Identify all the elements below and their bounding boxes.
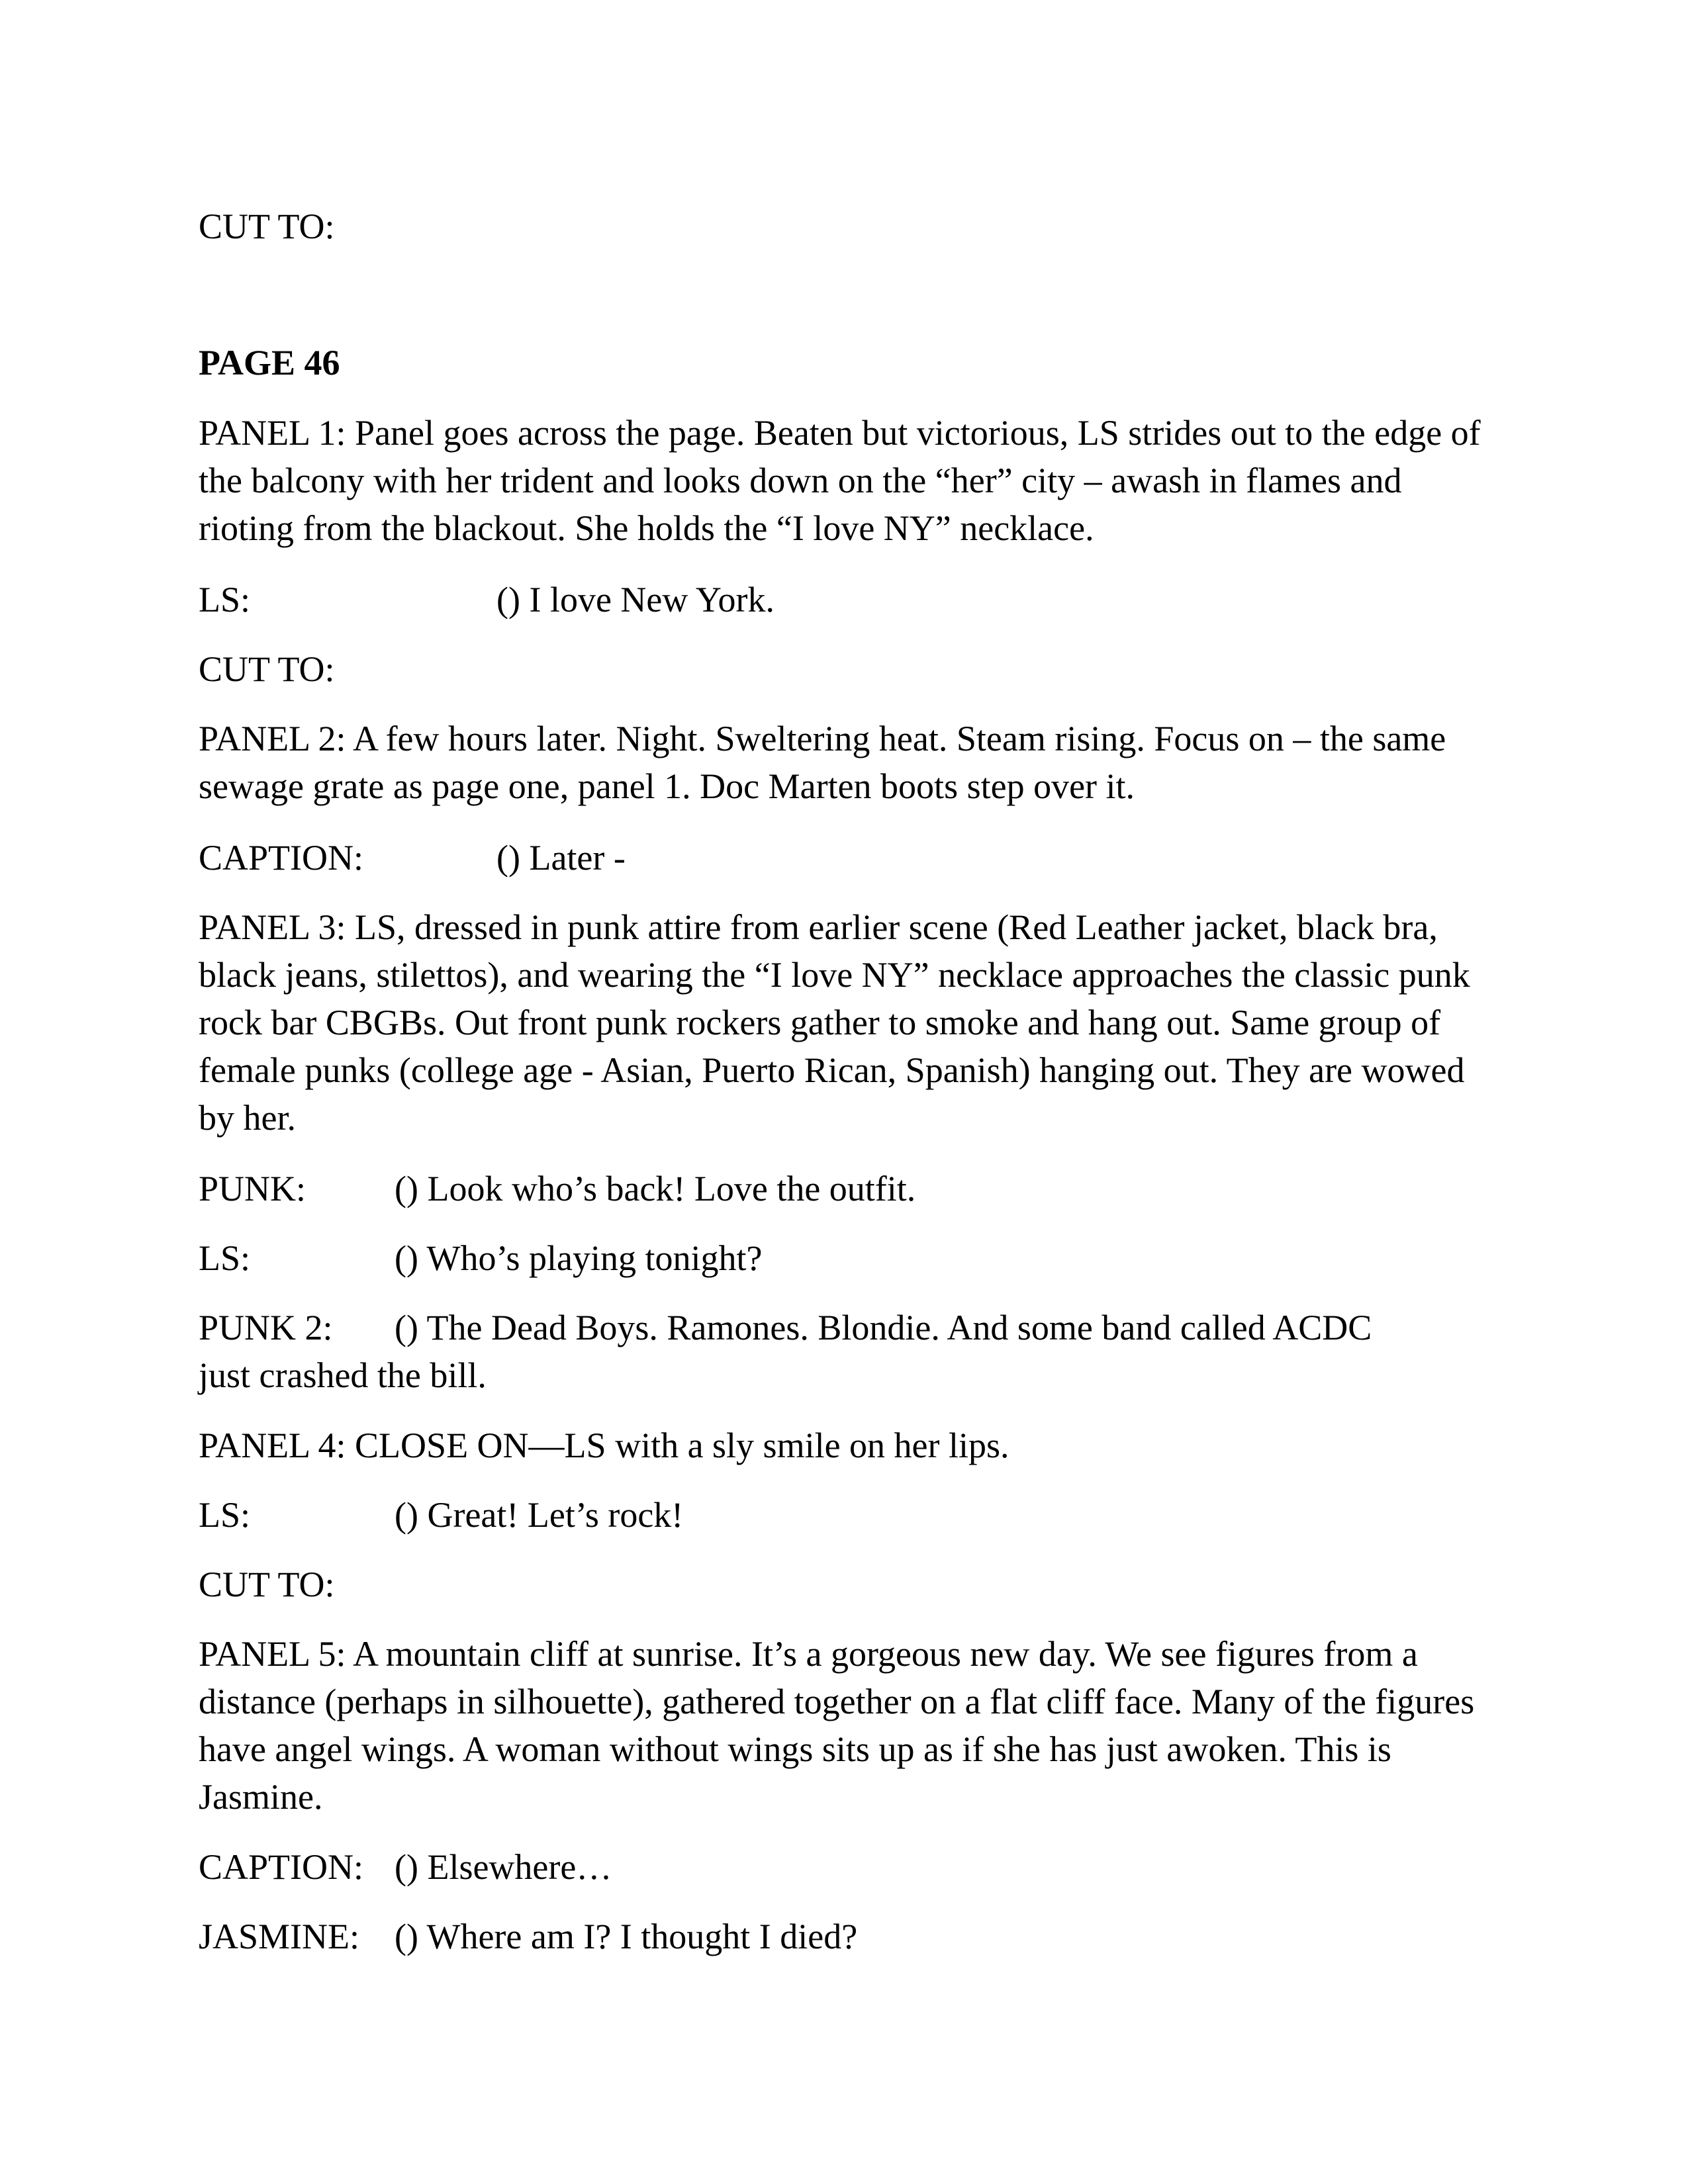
speaker-label: LS: (199, 1495, 251, 1535)
panel-4-description: PANEL 4: CLOSE ON—LS with a sly smile on her lips. (199, 1426, 1009, 1465)
speaker-label: PUNK: (199, 1169, 306, 1208)
dialogue-text: () Elsewhere… (395, 1847, 612, 1887)
speaker-label: LS: (199, 1238, 251, 1278)
speaker-label: JASMINE: (199, 1917, 360, 1956)
panel-1-description: PANEL 1: Panel goes across the page. Beaten but victorious, LS strides out to the edge of the balcony with her trident and looks down on the “her” city – awash in flames and rioting from the blackout. She holds the “I love NY” necklace. (199, 413, 1481, 548)
dialogue-text: () Where am I? I thought I died? (395, 1917, 858, 1956)
dialogue-text: () Who’s playing tonight? (395, 1238, 763, 1278)
speaker-label: CAPTION: (199, 1847, 364, 1887)
speaker-label: LS: (199, 580, 251, 619)
dialogue-text: () The Dead Boys. Ramones. Blondie. And some band called ACDC (395, 1308, 1372, 1347)
speaker-label: CAPTION: (199, 838, 364, 878)
panel-2-description: PANEL 2: A few hours later. Night. Sweltering heat. Steam rising. Focus on – the same sewage grate as page one, panel 1. Doc Marten boots step over it. (199, 719, 1446, 806)
speaker-label: PUNK 2: (199, 1308, 333, 1347)
cut-to-transition: CUT TO: (199, 206, 335, 246)
dialogue-text: () I love New York. (496, 580, 774, 619)
cut-to-transition: CUT TO: (199, 649, 335, 689)
dialogue-text: () Look who’s back! Love the outfit. (395, 1169, 916, 1208)
dialogue-text: () Later - (496, 838, 626, 878)
cut-to-transition: CUT TO: (199, 1565, 335, 1604)
dialogue-continuation: just crashed the bill. (199, 1355, 487, 1395)
panel-5-description: PANEL 5: A mountain cliff at sunrise. It’s a gorgeous new day. We see figures from a distance (perhaps in silhouette), gathered together on a flat cliff face. Many of the figures have angel wings. A woman without wings sits up as if she has just awoken. This is Jasmine. (199, 1634, 1475, 1817)
dialogue-text: () Great! Let’s rock! (395, 1495, 684, 1535)
panel-3-description: PANEL 3: LS, dressed in punk attire from earlier scene (Red Leather jacket, black bra, black jeans, stilettos), and wearing the “I love NY” necklace approaches the classic punk rock bar CBGBs. Out front punk rockers gather to smoke and hang out. Same group of female punks (college age - Asian, Puerto Rican, Spanish) hanging out. They are wowed by her. (199, 907, 1470, 1138)
page-heading: PAGE 46 (199, 343, 340, 383)
